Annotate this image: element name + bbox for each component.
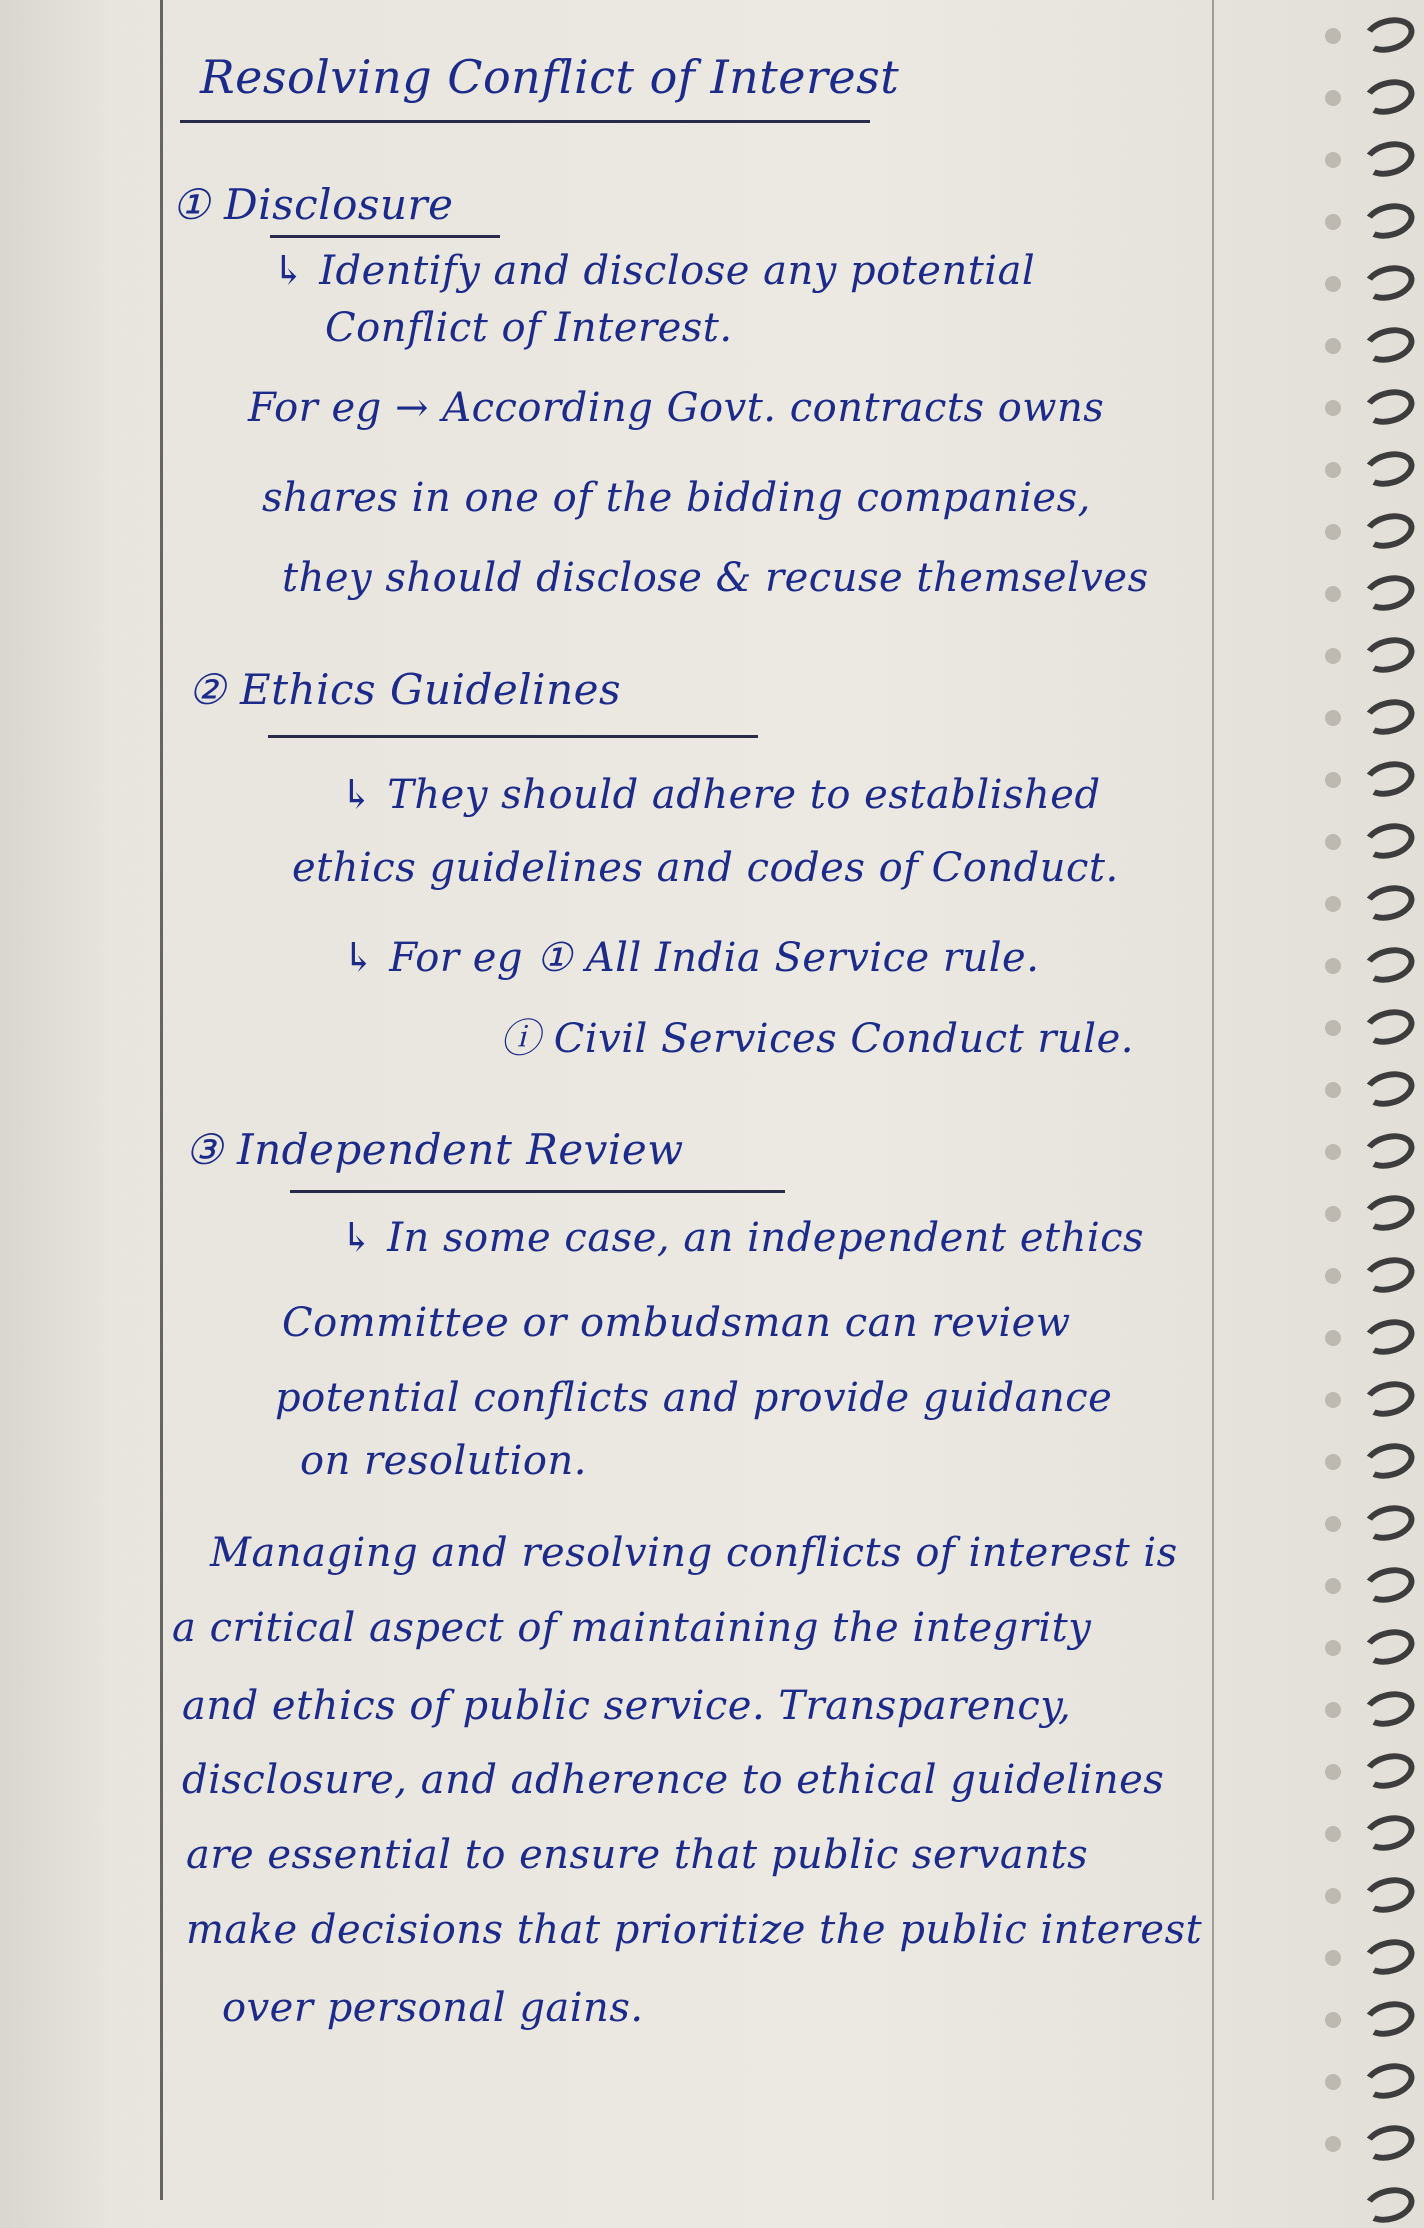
note-line: ⓘ Civil Services Conduct rule. [500,1016,1134,1062]
note-line: Conflict of Interest. [325,305,733,351]
punch-hole [1325,1578,1341,1594]
spiral-ring [1359,756,1418,802]
punch-hole [1325,772,1341,788]
note-line: Committee or ombudsman can review [282,1300,1071,1346]
spiral-ring [1359,1624,1418,1670]
punch-hole [1325,1144,1341,1160]
conclusion-line: make decisions that prioritize the public interest [186,1907,1203,1953]
punch-hole [1325,214,1341,230]
spiral-ring [1359,384,1418,430]
note-line: ethics guidelines and codes of Conduct. [292,845,1119,891]
punch-hole [1325,28,1341,44]
spiral-ring [1359,1376,1418,1422]
section-heading-independent-review: ③ Independent Review [185,1125,684,1174]
punch-hole [1325,1454,1341,1470]
spiral-ring [1359,1810,1418,1856]
spiral-ring [1359,2182,1418,2228]
punch-hole [1325,524,1341,540]
note-line: on resolution. [300,1438,587,1484]
punch-hole [1325,834,1341,850]
note-line: ↳ In some case, an independent ethics [340,1215,1145,1261]
note-line: ↳ Identify and disclose any potential [272,248,1036,294]
punch-hole [1325,648,1341,664]
conclusion-line: over personal gains. [222,1985,644,2031]
spiral-ring [1359,1872,1418,1918]
punch-hole [1325,1764,1341,1780]
punch-hole [1325,2012,1341,2028]
spiral-ring [1359,632,1418,678]
spiral-ring [1359,446,1418,492]
note-line: they should disclose & recuse themselves [282,555,1149,601]
spiral-ring [1359,1562,1418,1608]
punch-hole [1325,710,1341,726]
spiral-binding [1345,0,1424,2200]
spiral-ring [1359,1996,1418,2042]
heading-underline [268,735,758,738]
punch-hole [1325,1702,1341,1718]
conclusion-line: a critical aspect of maintaining the integrity [172,1605,1092,1651]
note-line: ↳ They should adhere to established [340,772,1101,818]
spiral-ring [1359,818,1418,864]
section-heading-ethics-guidelines: ② Ethics Guidelines [188,665,622,714]
spiral-ring [1359,1190,1418,1236]
spiral-ring [1359,570,1418,616]
punch-hole [1325,1888,1341,1904]
punch-hole [1325,1020,1341,1036]
spiral-ring [1359,508,1418,554]
margin-line [160,0,163,2200]
heading-underline [270,235,500,238]
note-line: potential conflicts and provide guidance [275,1375,1113,1421]
punch-hole [1325,1206,1341,1222]
note-line: For eg → According Govt. contracts owns [248,385,1105,431]
page-title: Resolving Conflict of Interest [200,50,900,104]
conclusion-line: are essential to ensure that public servants [186,1832,1089,1878]
conclusion-line: disclosure, and adherence to ethical guidelines [182,1757,1165,1803]
section-heading-disclosure: ① Disclosure [172,180,454,229]
spiral-ring [1359,136,1418,182]
page-edge [1212,0,1214,2200]
spiral-ring [1359,942,1418,988]
heading-underline [290,1190,785,1193]
spiral-ring [1359,1004,1418,1050]
spiral-ring [1359,694,1418,740]
punch-hole [1325,2074,1341,2090]
spiral-ring [1359,1128,1418,1174]
spiral-ring [1359,198,1418,244]
punch-hole [1325,338,1341,354]
punch-hole [1325,1082,1341,1098]
title-underline [180,120,870,123]
spiral-ring [1359,260,1418,306]
punch-hole [1325,1826,1341,1842]
punch-hole [1325,1640,1341,1656]
spiral-ring [1359,1438,1418,1484]
punch-hole [1325,1950,1341,1966]
punch-hole [1325,152,1341,168]
spiral-ring [1359,12,1418,58]
spiral-ring [1359,2120,1418,2166]
spiral-ring [1359,1066,1418,1112]
note-line: shares in one of the bidding companies, [262,475,1091,521]
punch-hole [1325,276,1341,292]
conclusion-line: Managing and resolving conflicts of interest is [210,1530,1178,1576]
punch-hole [1325,400,1341,416]
punch-hole [1325,958,1341,974]
conclusion-line: and ethics of public service. Transparency, [182,1683,1072,1729]
spiral-ring [1359,880,1418,926]
spiral-ring [1359,2058,1418,2104]
spiral-ring [1359,1500,1418,1546]
spiral-ring [1359,1686,1418,1732]
punch-hole [1325,90,1341,106]
spiral-ring [1359,1934,1418,1980]
punch-hole [1325,2136,1341,2152]
punch-hole [1325,1268,1341,1284]
spiral-ring [1359,1252,1418,1298]
note-line: ↳ For eg ① All India Service rule. [342,935,1040,981]
punch-hole [1325,586,1341,602]
spiral-ring [1359,322,1418,368]
spiral-ring [1359,74,1418,120]
punch-hole [1325,896,1341,912]
spiral-ring [1359,1314,1418,1360]
punch-hole [1325,1392,1341,1408]
punch-hole [1325,462,1341,478]
punch-hole [1325,1516,1341,1532]
spiral-ring [1359,1748,1418,1794]
punch-hole [1325,1330,1341,1346]
